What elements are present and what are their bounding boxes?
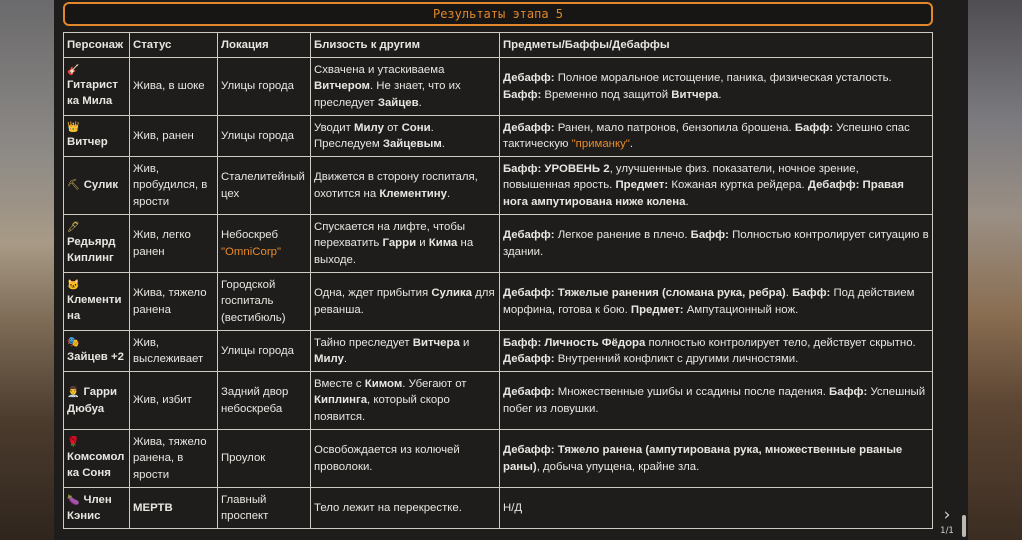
text-segment: "приманку" xyxy=(571,138,630,150)
text-segment: Бафф: xyxy=(690,229,729,241)
results-table xyxy=(63,32,933,529)
text-segment: Успешно спас тактическую xyxy=(503,121,910,150)
table-row xyxy=(64,331,933,372)
location-cell: Улицы города xyxy=(218,116,311,157)
status-cell: Жива, в шоке xyxy=(130,58,218,116)
text-segment: полностью контролирует тело, действует скрытно. xyxy=(645,336,916,349)
text-segment: Движется в сторону госпиталя, охотится на xyxy=(314,171,478,200)
table-row xyxy=(64,157,933,215)
text-segment: Одна, ждет прибытия xyxy=(314,287,432,299)
text-segment: Милу xyxy=(314,353,344,365)
table-row xyxy=(64,58,933,116)
text-segment: Сулика xyxy=(431,287,472,299)
status-cell: Жив, пробудился, в ярости xyxy=(130,157,218,215)
location-cell: Проулок xyxy=(218,430,311,488)
text-segment: Освобождается из колючей проволоки. xyxy=(314,444,460,473)
text-segment: Витчера xyxy=(671,88,719,101)
items-cell xyxy=(500,372,933,430)
character-name: Гитарист ка Мила xyxy=(67,78,118,107)
items-cell xyxy=(500,331,933,372)
next-page-chevron-icon[interactable]: › xyxy=(943,505,951,525)
status-cell: МЕРТВ xyxy=(130,488,218,529)
status-cell: Жива, тяжело ранена, в ярости xyxy=(130,430,218,488)
text-segment: и xyxy=(459,336,470,349)
text-segment: , улучшенные физ. показатели, ночное зрение, повышенная ярость. xyxy=(503,162,859,192)
text-segment: Дебафф: xyxy=(503,229,555,241)
character-name: Витчер xyxy=(67,136,108,149)
background-landscape-left xyxy=(0,0,54,540)
table-header-row xyxy=(64,33,933,58)
table-row xyxy=(64,273,933,331)
text-segment: Дебафф: xyxy=(503,121,555,134)
text-segment: Милу xyxy=(354,121,384,134)
text-segment: . xyxy=(629,138,633,150)
character-name: Член Кэнис xyxy=(67,493,112,522)
text-segment: Бафф: xyxy=(829,386,868,398)
text-segment: на выходе. xyxy=(314,237,474,266)
text-segment: Бафф: xyxy=(503,162,542,175)
character-emoji-icon: ⛏ xyxy=(67,180,80,192)
text-segment: Кима xyxy=(428,237,458,250)
text-segment: . xyxy=(441,138,445,150)
text-segment: Полное моральное истощение, паника, физическая усталость. xyxy=(554,72,892,84)
text-segment: Клементину xyxy=(379,187,448,200)
character-emoji-icon: 🌹 xyxy=(67,436,80,448)
text-segment: Дебафф: xyxy=(503,353,555,365)
header-character: Персонаж xyxy=(64,33,130,58)
character-cell xyxy=(64,116,130,157)
text-segment: . Преследуем xyxy=(314,121,434,150)
text-segment: Ампутационный нож. xyxy=(683,303,799,316)
table-row xyxy=(64,430,933,488)
text-segment: Уводит xyxy=(314,121,354,134)
text-segment: Дебафф: Правая нога ампутирована ниже колена xyxy=(503,179,904,208)
status-cell: Жив, выслеживает xyxy=(130,331,218,372)
text-segment: Дебафф: xyxy=(503,72,555,84)
character-name: Редьярд Киплинг xyxy=(67,235,116,264)
text-segment: Н/Д xyxy=(503,501,523,514)
table-body xyxy=(64,58,933,529)
character-cell xyxy=(64,273,130,331)
text-segment: Сони xyxy=(401,121,431,134)
text-segment: . Убегают от xyxy=(402,377,467,390)
items-cell xyxy=(500,58,933,116)
status-cell: Жив, легко ранен xyxy=(130,215,218,273)
text-segment: Витчером xyxy=(314,80,370,93)
text-segment: Вместе с xyxy=(314,377,365,390)
character-emoji-icon: 🍆 xyxy=(67,494,80,506)
location-text: Небоскреб xyxy=(221,229,279,241)
text-segment: Внутренний конфликт с другими личностями. xyxy=(554,353,799,365)
table-row xyxy=(64,488,933,529)
text-segment: Тайно преследует xyxy=(314,336,413,349)
text-segment: . xyxy=(447,187,451,200)
text-segment: . xyxy=(718,88,722,101)
text-segment: Множественные ушибы и ссадины после падения. xyxy=(554,386,830,398)
items-cell xyxy=(500,273,933,331)
text-segment: Витчера xyxy=(412,336,460,349)
text-segment: Дебафф: xyxy=(503,386,555,398)
items-cell xyxy=(500,116,933,157)
text-segment: . Не знает, что их преследует xyxy=(314,80,461,109)
stage-results-title: Результаты этапа 5 xyxy=(63,2,933,26)
character-name: Клементи на xyxy=(67,293,122,322)
text-segment: Кожаная куртка рейдера. xyxy=(668,179,808,192)
character-cell xyxy=(64,430,130,488)
text-segment: от xyxy=(383,121,402,134)
location-text: "OmniCorp" xyxy=(221,245,281,258)
character-cell xyxy=(64,215,130,273)
text-segment: . xyxy=(685,195,689,208)
header-items: Предметы/Баффы/Дебаффы xyxy=(500,33,933,58)
text-segment: Киплинга xyxy=(314,394,368,407)
text-segment: , который скоро появится. xyxy=(314,394,450,423)
location-cell: Главный проспект xyxy=(218,488,311,529)
text-segment: Бафф: xyxy=(503,88,542,101)
proximity-cell xyxy=(311,215,500,273)
header-status: Статус xyxy=(130,33,218,58)
status-cell: Жив, избит xyxy=(130,372,218,430)
proximity-cell xyxy=(311,331,500,372)
character-name: Сулик xyxy=(83,179,119,192)
text-segment: Кимом xyxy=(364,377,403,390)
text-segment: . xyxy=(343,353,348,365)
text-segment: . xyxy=(785,287,793,299)
text-segment: , добыча упущена, крайне зла. xyxy=(536,460,700,473)
text-segment: Зайцев xyxy=(377,96,419,109)
proximity-cell xyxy=(311,372,500,430)
text-segment: Предмет: xyxy=(630,303,684,316)
items-cell xyxy=(500,488,933,529)
items-cell xyxy=(500,215,933,273)
text-segment: Спускается на лифте, чтобы перехватить xyxy=(314,220,466,250)
character-emoji-icon: 🎭 xyxy=(67,337,80,349)
text-segment: Бафф: xyxy=(792,287,831,299)
status-cell: Жив, ранен xyxy=(130,116,218,157)
text-segment: Полностью контролирует ситуацию в здании. xyxy=(503,229,929,258)
character-emoji-icon: 👑 xyxy=(67,122,80,134)
text-segment: Легкое ранение в плечо. xyxy=(554,229,691,241)
character-name: Зайцев +2 xyxy=(67,351,124,364)
character-emoji-icon: 🖊 xyxy=(67,221,80,233)
text-segment: УРОВЕНЬ 2 xyxy=(544,162,610,175)
text-segment: и xyxy=(416,237,429,250)
text-segment: Зайцевым xyxy=(382,138,442,150)
table-row xyxy=(64,215,933,273)
background-landscape-right xyxy=(968,0,1022,540)
proximity-cell xyxy=(311,157,500,215)
character-emoji-icon: 🎸 xyxy=(67,64,80,76)
text-segment: Временно под защитой xyxy=(541,88,672,101)
text-segment: Тело лежит на перекрестке. xyxy=(314,501,462,514)
text-segment: Под действием морфина, готова к бою. xyxy=(503,287,915,316)
proximity-cell xyxy=(311,273,500,331)
page-counter: 1/1 xyxy=(940,526,954,536)
text-segment: Предмет: xyxy=(615,179,669,192)
proximity-cell xyxy=(311,430,500,488)
character-name: Комсомол ка Соня xyxy=(67,450,125,479)
text-segment: Бафф: xyxy=(794,121,834,134)
location-cell xyxy=(218,215,311,273)
location-cell: Сталелитейный цех xyxy=(218,157,311,215)
character-emoji-icon: 🐱 xyxy=(67,279,80,291)
location-cell: Улицы города xyxy=(218,331,311,372)
character-name: Гарри Дюбуа xyxy=(67,386,118,415)
text-segment: Дебафф: Тяжело ранена (ампутирована рука, множественные рваные раны) xyxy=(503,444,903,473)
text-segment: Бафф: Личность Фёдора xyxy=(503,336,646,349)
character-cell xyxy=(64,488,130,529)
text-segment: для реванша. xyxy=(314,287,495,316)
character-cell xyxy=(64,331,130,372)
character-cell xyxy=(64,157,130,215)
character-cell xyxy=(64,58,130,116)
character-emoji-icon: 👨‍⚕ xyxy=(67,387,80,398)
header-location: Локация xyxy=(218,33,311,58)
location-cell: Городской госпиталь (вестибюль) xyxy=(218,273,311,331)
text-segment: Схвачена и утаскиваема xyxy=(314,63,445,76)
text-segment: Гарри xyxy=(382,237,417,250)
items-cell xyxy=(500,157,933,215)
pagination xyxy=(936,506,958,540)
location-cell: Улицы города xyxy=(218,58,311,116)
text-segment: Успешный побег из ловушки. xyxy=(503,386,926,415)
text-segment: Ранен, мало патронов, бензопила брошена. xyxy=(554,121,795,134)
proximity-cell xyxy=(311,58,500,116)
character-cell xyxy=(64,372,130,430)
table-row xyxy=(64,116,933,157)
location-cell: Задний двор небоскреба xyxy=(218,372,311,430)
scrollbar-thumb[interactable] xyxy=(962,515,966,537)
text-segment: Дебафф: Тяжелые ранения (сломана рука, ребра) xyxy=(503,287,786,299)
items-cell xyxy=(500,430,933,488)
text-segment: . xyxy=(418,96,422,109)
header-proximity: Близость к другим xyxy=(311,33,500,58)
proximity-cell xyxy=(311,116,500,157)
status-cell: Жива, тяжело ранена xyxy=(130,273,218,331)
proximity-cell xyxy=(311,488,500,529)
table-row xyxy=(64,372,933,430)
